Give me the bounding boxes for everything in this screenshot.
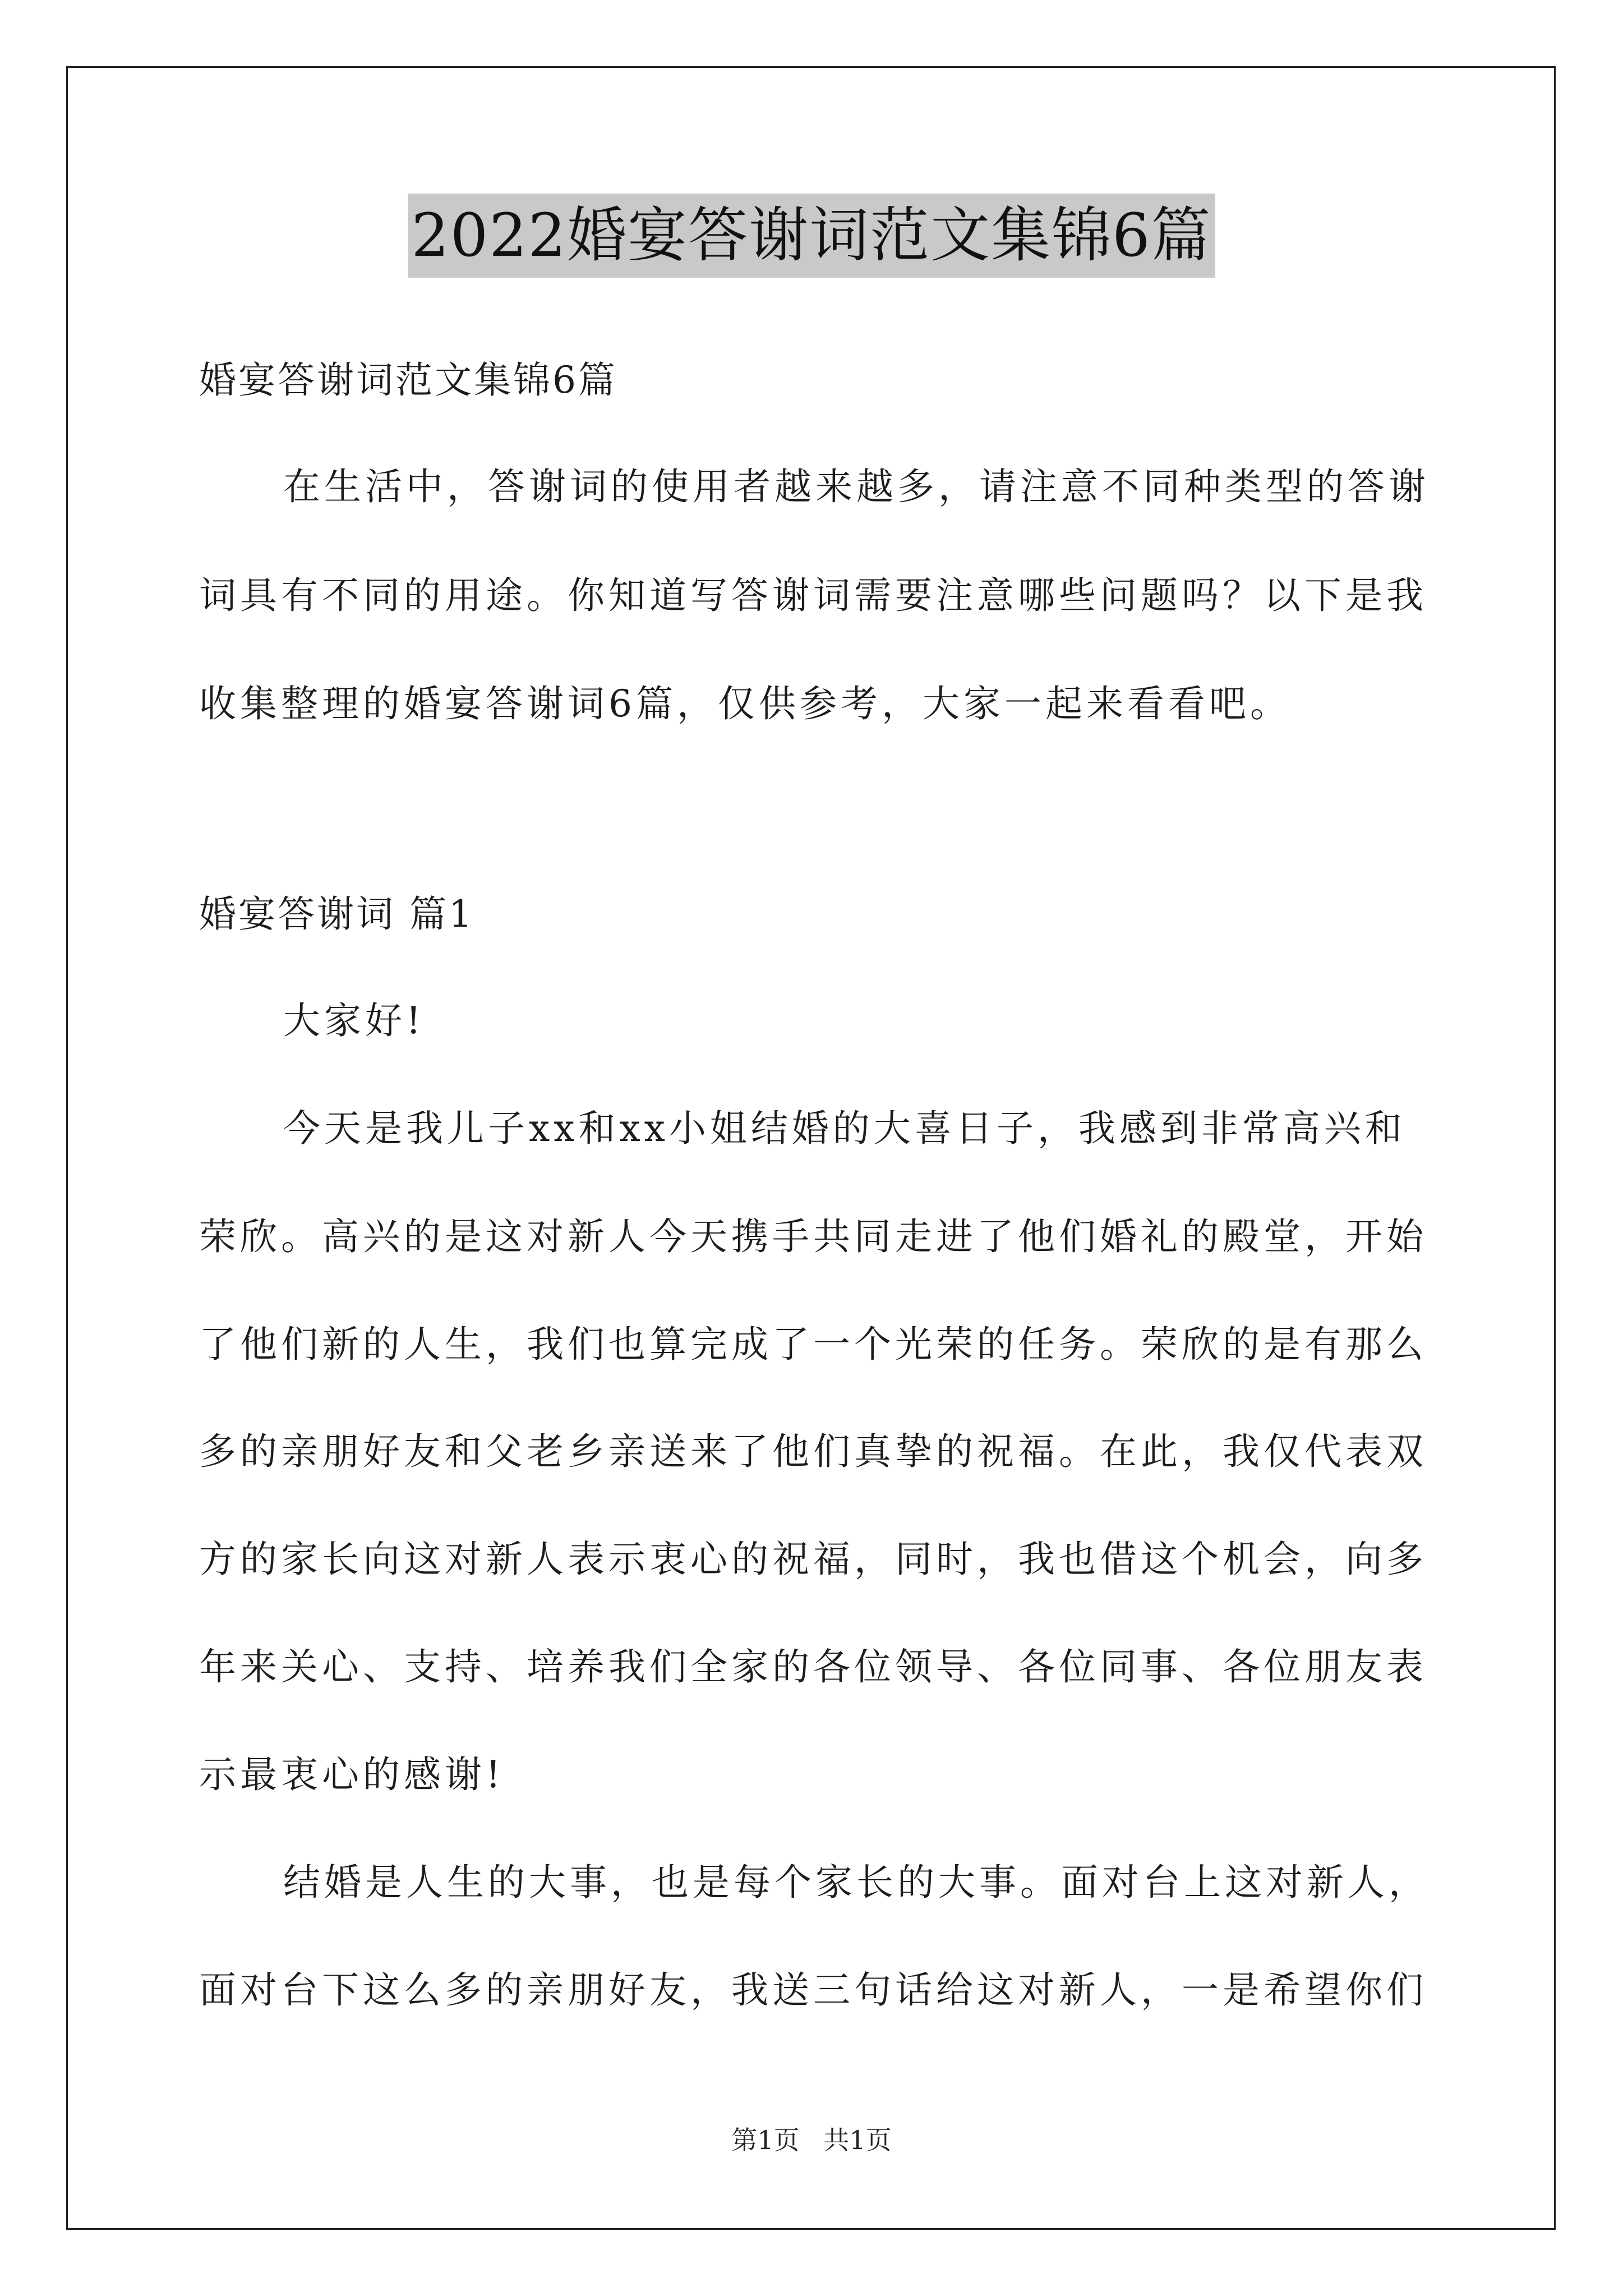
title-container [0,194,1623,278]
paragraph-line: 方的家长向这对新人表示衷心的祝福，同时，我也借这个机会，向多 [199,1538,1427,1581]
paragraph-line: 结婚是人生的大事，也是每个家长的大事。面对台上这对新人， [283,1861,1430,1904]
paragraph-line: 年来关心、支持、培养我们全家的各位领导、各位同事、各位朋友表 [199,1645,1427,1688]
section-heading: 婚宴答谢词 篇1 [199,892,474,936]
intro-line: 词具有不同的用途。你知道写答谢词需要注意哪些问题吗？以下是我 [199,574,1427,617]
intro-line: 在生活中，答谢词的使用者越来越多，请注意不同种类型的答谢 [283,465,1430,508]
paragraph-line: 多的亲朋好友和父老乡亲送来了他们真挚的祝福。在此，我仅代表双 [199,1430,1427,1473]
document-title: 2022婚宴答谢词范文集锦6篇 [408,194,1215,278]
intro-line: 收集整理的婚宴答谢词6篇，仅供参考，大家一起来看看吧。 [199,682,1291,725]
document-subtitle: 婚宴答谢词范文集锦6篇 [199,358,617,402]
paragraph-line: 示最衷心的感谢! [199,1753,505,1796]
page-number: 第1页 [731,2125,800,2155]
paragraph-line: 今天是我儿子xx和xx小姐结婚的大喜日子，我感到非常高兴和 [283,1107,1406,1150]
page-footer [0,2123,1623,2157]
page-total: 共1页 [823,2125,892,2155]
paragraph-line: 面对台下这么多的亲朋好友，我送三句话给这对新人，一是希望你们 [199,1968,1427,2012]
paragraph-line: 了他们新的人生，我们也算完成了一个光荣的任务。荣欣的是有那么 [199,1323,1427,1366]
paragraph-line: 荣欣。高兴的是这对新人今天携手共同走进了他们婚礼的殿堂，开始 [199,1215,1427,1258]
greeting-line: 大家好! [283,999,425,1042]
